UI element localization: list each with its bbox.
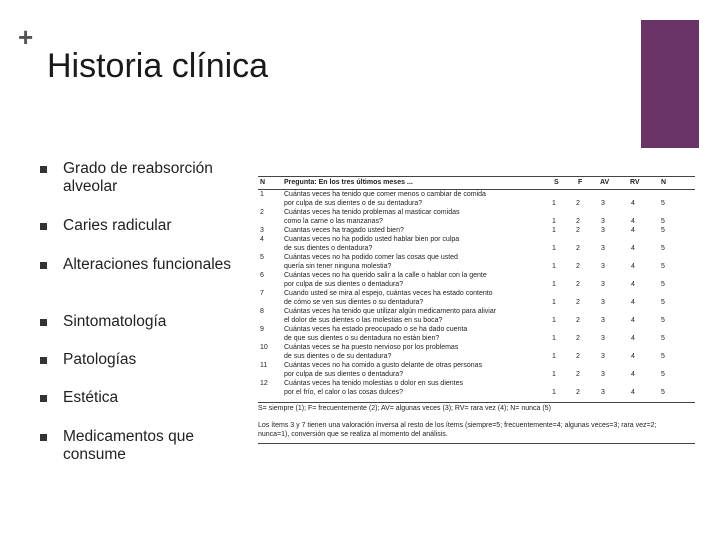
row-number: 9 [260, 326, 264, 333]
question-line: de que sus dientes o su dentadura no están bien? [284, 335, 440, 342]
row-score: 1 [552, 317, 556, 324]
row-score: 1 [552, 245, 556, 252]
table-legend: S= siempre (1); F= frecuentemente (2); AV= algunas veces (3); RV= rara vez (4); N= nunca (5) [258, 405, 551, 412]
question-line: de sus dientes o de su dentadura? [284, 353, 392, 360]
row-question [284, 208, 534, 226]
question-line: Cuántas veces no ha comido a gusto delante de otras personas [284, 362, 483, 369]
row-number: 2 [260, 209, 264, 216]
row-number: 3 [260, 227, 264, 234]
row-number: 11 [260, 362, 268, 369]
bullet-text: Sintomatología [63, 313, 167, 330]
bullet-square-icon [40, 395, 47, 402]
row-score: 5 [661, 281, 665, 288]
row-score: 2 [576, 200, 580, 207]
row-score: 4 [631, 353, 635, 360]
bullet-text: Grado de reabsorción alveolar [63, 160, 213, 195]
row-score: 5 [661, 371, 665, 378]
table-note-line: nunca=1), conversión que se realiza al momento del análisis. [258, 431, 448, 438]
question-line: Cuantas veces ha tragado usted bien? [284, 227, 404, 234]
row-score: 4 [631, 389, 635, 396]
question-line: Cuántas veces ha tenido que utilizar algún medicamento para aliviar [284, 308, 497, 315]
bullet-square-icon [40, 319, 47, 326]
bullet-square-icon [40, 262, 47, 269]
row-question [284, 226, 534, 235]
accent-bar [641, 20, 699, 148]
question-line: como la carne o las manzanas? [284, 218, 383, 225]
row-number: 8 [260, 308, 264, 315]
table-final-rule [258, 443, 695, 444]
bullet-text: Alteraciones funcionales [63, 256, 232, 273]
row-score: 5 [661, 263, 665, 270]
row-score: 2 [576, 281, 580, 288]
question-line: Cuantas veces no ha podido usted hablar bien por culpa [284, 236, 460, 243]
row-question [284, 289, 534, 307]
row-number: 4 [260, 236, 264, 243]
table-header [258, 176, 695, 190]
row-score: 5 [661, 317, 665, 324]
row-score: 5 [661, 353, 665, 360]
row-score: 2 [576, 353, 580, 360]
question-line: Cuando usted se mira al espejo, cuántas veces ha estado contento [284, 290, 493, 297]
row-number: 5 [260, 254, 264, 261]
question-line: por culpa de sus dientes o dentadura? [284, 281, 404, 288]
question-line: por el frío, el calor o las cosas dulces? [284, 389, 404, 396]
question-line: de sus dientes o dentadura? [284, 245, 373, 252]
question-line: Cuántas veces se ha puesto nervioso por los problemas [284, 344, 459, 351]
header-s: S [554, 179, 559, 186]
row-score: 5 [661, 389, 665, 396]
row-score: 2 [576, 299, 580, 306]
question-line: Cuántas veces no ha querido salir a la calle o hablar con la gente [284, 272, 487, 279]
row-question [284, 307, 534, 325]
row-question [284, 271, 534, 289]
slide-title: Historia clínica [47, 47, 269, 85]
question-line: Cuántas veces ha tenido problemas al masticar comidas [284, 209, 460, 216]
question-line: Cuántas veces ha tenido que comer menos o cambiar de comida [284, 191, 486, 198]
row-score: 1 [552, 263, 556, 270]
row-question [284, 343, 534, 361]
row-score: 4 [631, 218, 635, 225]
row-score: 2 [576, 245, 580, 252]
row-question [284, 361, 534, 379]
row-score: 5 [661, 299, 665, 306]
question-line: Cuántas veces ha estado preocupado o se ha dado cuenta [284, 326, 468, 333]
row-score: 1 [552, 200, 556, 207]
row-score: 1 [552, 281, 556, 288]
bullet-text: Estética [63, 389, 119, 406]
row-question [284, 325, 534, 343]
row-score: 4 [631, 263, 635, 270]
question-line: de cómo se ven sus dientes o su dentadura? [284, 299, 424, 306]
row-number: 1 [260, 191, 264, 198]
row-score: 4 [631, 335, 635, 342]
row-score: 5 [661, 227, 665, 234]
row-question [284, 379, 534, 397]
header-question: Pregunta: En los tres últimos meses ... [284, 179, 413, 186]
row-number: 7 [260, 290, 264, 297]
row-score: 3 [601, 200, 605, 207]
row-score: 4 [631, 371, 635, 378]
row-score: 4 [631, 281, 635, 288]
bullet-square-icon [40, 166, 47, 173]
row-number: 12 [260, 380, 268, 387]
bullet-text: Medicamentos que consume [63, 428, 194, 463]
row-score: 2 [576, 371, 580, 378]
row-score: 5 [661, 335, 665, 342]
question-line: quería sin tener ninguna molestia? [284, 263, 392, 270]
row-score: 3 [601, 245, 605, 252]
row-score: 3 [601, 317, 605, 324]
row-score: 3 [601, 371, 605, 378]
row-score: 3 [601, 299, 605, 306]
header-n: N [260, 179, 266, 186]
row-score: 2 [576, 335, 580, 342]
bullet-text: Caries radicular [63, 217, 172, 234]
header-av: AV [600, 179, 610, 186]
row-number: 10 [260, 344, 268, 351]
bullet-square-icon [40, 223, 47, 230]
row-score: 3 [601, 353, 605, 360]
row-score: 1 [552, 389, 556, 396]
row-score: 5 [661, 200, 665, 207]
row-score: 5 [661, 218, 665, 225]
row-score: 1 [552, 353, 556, 360]
row-score: 3 [601, 218, 605, 225]
row-score: 1 [552, 227, 556, 234]
row-score: 3 [601, 227, 605, 234]
row-question [284, 253, 534, 271]
header-nunca: N [661, 179, 667, 186]
row-score: 4 [631, 317, 635, 324]
row-score: 3 [601, 389, 605, 396]
row-score: 4 [631, 227, 635, 234]
row-score: 2 [576, 218, 580, 225]
table-note [258, 421, 695, 439]
question-line: por culpa de sus dientes o dentadura? [284, 371, 404, 378]
row-score: 5 [661, 245, 665, 252]
row-score: 3 [601, 335, 605, 342]
row-score: 4 [631, 245, 635, 252]
header-rv: RV [630, 179, 640, 186]
row-score: 3 [601, 281, 605, 288]
bullet-square-icon [40, 357, 47, 364]
question-line: Cuántas veces ha tenido molestias o dolor en sus dientes [284, 380, 463, 387]
row-number: 6 [260, 272, 264, 279]
row-score: 2 [576, 317, 580, 324]
row-score: 1 [552, 335, 556, 342]
row-score: 2 [576, 389, 580, 396]
question-line: el dolor de sus dientes o las molestias en su boca? [284, 317, 443, 324]
slide-plus-mark: + [18, 22, 34, 52]
table-note-line: Los ítems 3 y 7 tienen una valoración inversa al resto de los ítems (siempre=5; frecuentemente=4; algunas veces=3; rara vez=2; [258, 422, 657, 429]
row-score: 1 [552, 299, 556, 306]
row-score: 1 [552, 371, 556, 378]
row-score: 4 [631, 200, 635, 207]
question-line: por culpa de sus dientes o de su dentadura? [284, 200, 423, 207]
header-f: F [578, 179, 583, 186]
row-score: 2 [576, 227, 580, 234]
question-line: Cuántas veces no ha podido comer las cosas que usted [284, 254, 458, 261]
row-score: 1 [552, 218, 556, 225]
row-question [284, 190, 534, 208]
row-score: 2 [576, 263, 580, 270]
row-score: 3 [601, 263, 605, 270]
bullet-square-icon [40, 434, 47, 441]
bullet-text: Patologías [63, 351, 137, 368]
row-question [284, 235, 534, 253]
row-score: 4 [631, 299, 635, 306]
table-bottom-rule [258, 402, 695, 403]
